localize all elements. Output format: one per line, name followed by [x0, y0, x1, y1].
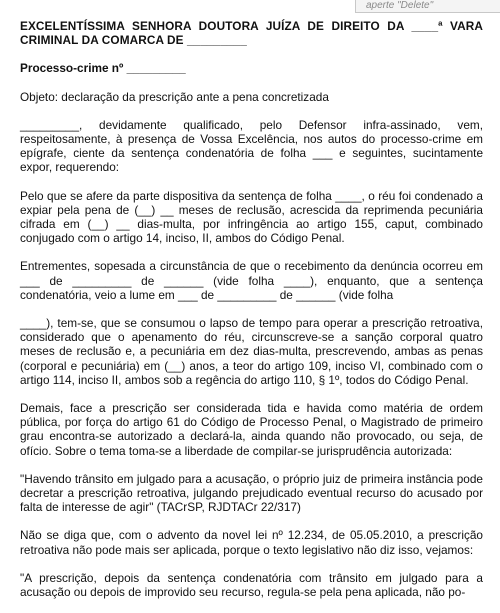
document-object: Objeto: declaração da prescrição ante a pena concretizada	[20, 89, 329, 104]
paragraph-law-quote: "A prescrição, depois da sentença condenatória com trânsito em julgado para a acusação ou depois de improvido seu recurso, regula-se pela pena aplicada, não po-	[20, 570, 483, 600]
paragraph-public-order: Demais, face a prescrição ser considerada tida e havida como matéria de ordem pública, por força do artigo 61 do Código de Processo Penal, o Magistrado de primeiro grau encontra-se autorizado a declará-la, ainda quando não provocado, ou seja, de ofício. Sobre o tema toma-se a liberdade de compilar-se jurisprudência autorizada:	[20, 401, 483, 458]
paragraph-petitioner: _________, devidamente qualificado, pelo Defensor infra-assinado, vem, respeitosamente, à presença de Vossa Excelência, nos autos do processo-crime em epígrafe, ciente da sentença condenatória de folha ___ e seguintes, sucintamente expor, requerendo:	[20, 117, 483, 175]
process-number-label: Processo-crime nº _________	[20, 61, 186, 76]
paragraph-dates: Entrementes, sopesada a circunstância de que o recebimento da denúncia ocorreu em ___ de _________ de ______ (vide folha ____), enquanto, que a sentença condenatória, veio a lume em ___ de _________ de ______ (vide folha	[20, 259, 483, 302]
paragraph-prescription: ____), tem-se, que se consumou o lapso de tempo para operar a prescrição retroativa, considerado que o apenamento do réu, circunscreve-se a sanção corporal quatro meses de reclusão e, a pecuniária em dez dias-multa, prescrevendo, ambas as penas (corporal e pecuniária) em (__) anos, a teor do artigo 109, inciso VI, combinado com o artigo 114, inciso II, ambos sob a regência do artigo 110, § 1º, todos do Código Penal.	[20, 316, 483, 387]
paragraph-jurisprudence-quote: "Havendo trânsito em julgado para a acusação, o próprio juiz de primeira instância pode decretar a prescrição retroativa, julgando prejudicado eventual recurso do acusado por falta de interesse de agir" (TACrSP, RJDTACr 22/317)	[20, 471, 483, 515]
delete-hint-box	[355, 0, 500, 13]
delete-hint-text: aperte "Delete"	[366, 0, 434, 11]
paragraph-new-law: Não se diga que, com o advento da novel lei nº 12.234, de 05.05.2010, a prescrição retroativa não pode mais ser aplicada, porque o texto legislativo não diz isso, vejamos:	[20, 528, 483, 557]
document-page	[20, 19, 483, 613]
paragraph-sentence: Pelo que se afere da parte dispositiva da sentença de folha ____, o réu foi condenado a expiar pela pena de (__) __ meses de reclusão, acrescida da reprimenda pecuniária cifrada em (__) __ dias-multa, por infringência ao artigo 155, caput, combinado conjugado com o artigo 14, inciso, II, ambos do Código Penal.	[20, 188, 483, 246]
document-heading: EXCELENTÍSSIMA SENHORA DOUTORA JUÍZA DE DIREITO DA ____ª VARA CRIMINAL DA COMARCA DE _________	[20, 19, 483, 48]
